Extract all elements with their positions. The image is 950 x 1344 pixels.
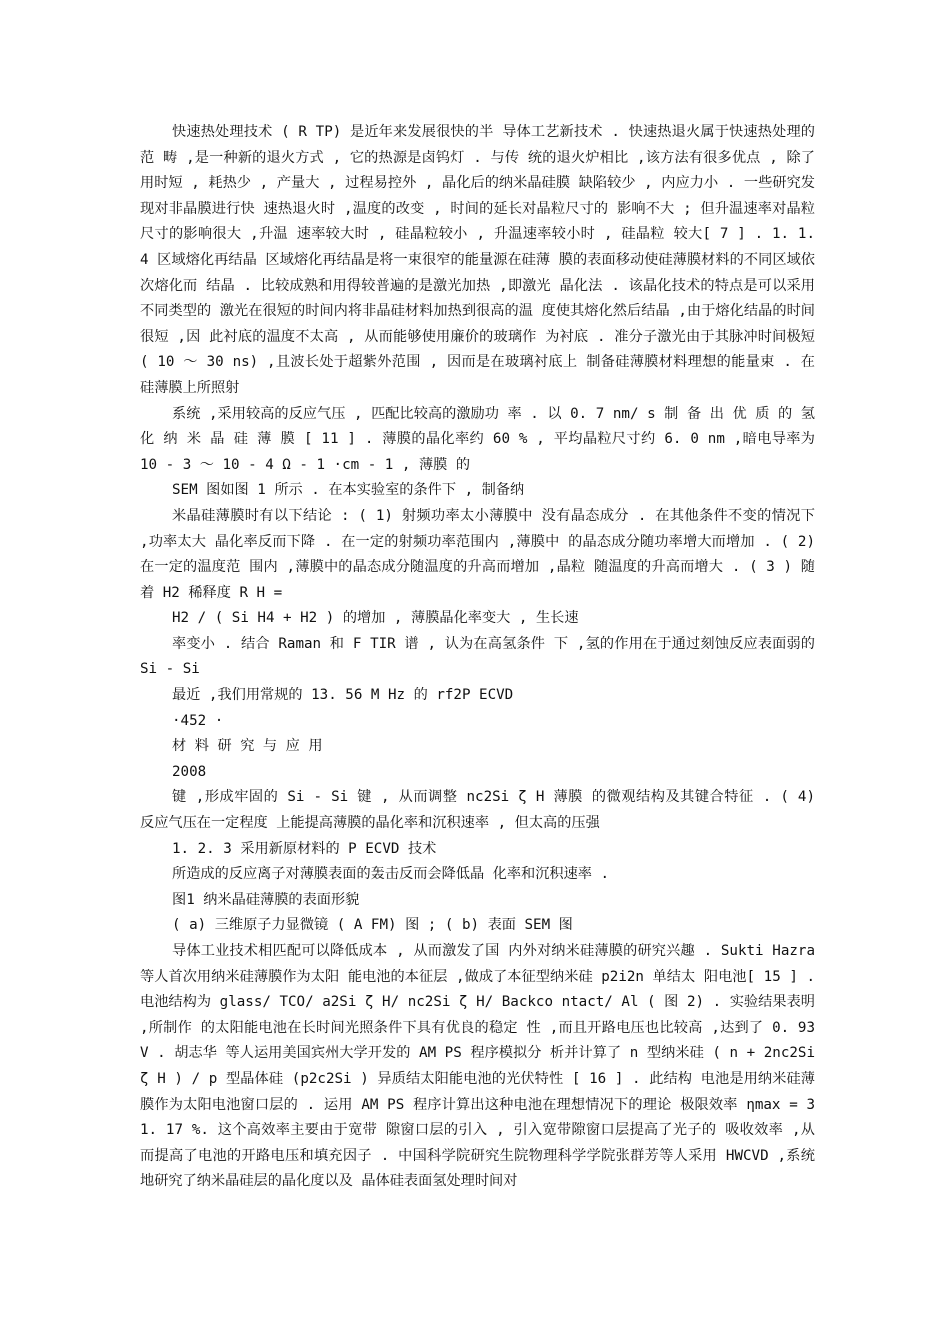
paragraph-conclusions: 米晶硅薄膜时有以下结论 : ( 1) 射频功率太小薄膜中 没有晶态成分 . 在其他条件不变的情况下 ,功率太大 晶化率反而下降 . 在一定的射频功率范围内 ,薄膜中 的晶态成分随功率增大而增加 . ( 2) 在一定的温度范 围内 ,薄膜中的晶态成分随温度的升高而增加 ,晶粒 随温度的升高而增大 . ( 3 ) 随着 H2 稀释度 R H = [140, 507, 815, 601]
page-number: ·452 · [172, 712, 224, 729]
paragraph-rf-pecvd: 最近 ,我们用常规的 13. 56 M Hz 的 rf2P ECVD [172, 687, 514, 704]
paragraph-rtp-annealing: 快速热处理技术 ( R TP) 是近年来发展很快的半 导体工艺新技术 . 快速热退火属于快速热处理的范 畴 ,是一种新的退火方式 , 它的热源是卤钨灯 . 与传 统的退火炉相比 ,该方法有很多优点 , 除了用时短 , 耗热少 , 产量大 , 过程易控外 , 晶化后的纳米晶硅膜 缺陷较少 , 内应力小 . 一些研究发现对非晶膜进行快 速热退火时 ,温度的改变 , 时间的延长对晶粒尺寸的 影响不大 ; 但升温速率对晶粒尺寸的影响很大 ,升温 速率较大时 , 硅晶粒较小 , 升温速率较小时 , 硅晶粒 较大[ 7 ] . 1. 1. 4 区域熔化再结晶 区域熔化再结晶是将一束很窄的能量源在硅薄 膜的表面移动使硅薄膜材料的不同区域依次熔化而 结晶 . 比较成熟和用得较普遍的是激光加热 ,即激光 晶化法 . 该晶化技术的特点是可以采用不同类型的 激光在很短的时间内将非晶硅材料加热到很高的温 度使其熔化然后结晶 ,由于熔化结晶的时间很短 ,因 此衬底的温度不太高 , 从而能够使用廉价的玻璃作 为衬底 . 准分子激光由于其脉冲时间极短 ( 10 ～ 30 ns) ,且波长处于超紫外范围 , 因而是在玻璃衬底上 制备硅薄膜材料理想的能量束 . 在硅薄膜上所照射 [140, 124, 815, 396]
journal-title: 材 料 研 究 与 应 用 [172, 738, 323, 755]
journal-year: 2008 [172, 763, 207, 780]
section-heading-new-materials: 1. 2. 3 采用新原材料的 P ECVD 技术 [172, 840, 437, 857]
paragraph-sem-figure-ref: SEM 图如图 1 所示 . 在本实验室的条件下 , 制备纳 [172, 482, 525, 499]
paragraph-dilution-ratio: H2 / ( Si H4 + H2 ) 的增加 , 薄膜晶化率变大 , 生长速 [172, 610, 579, 627]
figure-subcaption: ( a) 三维原子力显微镜 ( A FM) 图 ; ( b) 表面 SEM 图 [172, 917, 573, 934]
paragraph-raman-ftir: 率变小 . 结合 Raman 和 F TIR 谱 , 认为在高氢条件 下 ,氢的作用在于通过刻蚀反应表面弱的 Si - Si [140, 635, 815, 678]
paragraph-solar-cells: 导体工业技术相匹配可以降低成本 , 从而激发了国 内外对纳米硅薄膜的研究兴趣 . Sukti Hazra 等人首次用纳米硅薄膜作为太阳 能电池的本征层 ,做成了本征型纳米硅 p2i2n 单结太 阳电池[ 15 ] . 电池结构为 glass/ TCO/ a2Si ζ H/ nc2Si ζ H/ Backco ntact/ Al ( 图 2) . 实验结果表明 ,所制作 的太阳能电池在长时间光照条件下具有优良的稳定 性 ,而且开路电压也比较高 ,达到了 0. 93 V . 胡志华 等人运用美国宾州大学开发的 AM PS 程序模拟分 析并计算了 n 型纳米硅 ( n + 2nc2Si ζ H ) / p 型晶体硅 (p2c2Si ) 异质结太阳能电池的光伏特性 [ 16 ] . 此结构 电池是用纳米硅薄膜作为太阳电池窗口层的 . 运用 AM PS 程序计算出这种电池在理想情况下的理论 极限效率 ηmax = 31. 17 %. 这个高效率主要由于宽带 隙窗口层的引入 , 引入宽带隙窗口层提高了光子的 吸收效率 ,从而提高了电池的开路电压和填充因子 . 中国科学院研究生院物理科学学院张群芳等人采用 HWCVD ,系统地研究了纳米晶硅层的晶化度以及 晶体硅表面氢处理时间对 [140, 943, 815, 1190]
figure-caption: 图1 纳米晶硅薄膜的表面形貌 [172, 891, 360, 908]
document-page [140, 120, 815, 1195]
paragraph-system-pressure: 系统 ,采用较高的反应气压 , 匹配比较高的激励功 率 . 以 0. 7 nm/ s 制 备 出 优 质 的 氢 化 纳 米 晶 硅 薄 膜 [ 11 ] . 薄膜的晶化率约 60 % , 平均晶粒尺寸约 6. 0 nm ,暗电导率为 10 - 3 ～ 10 - 4 Ω - 1 ·cm - 1 , 薄膜 的 [140, 405, 815, 473]
paragraph-ion-bombardment: 所造成的反应离子对薄膜表面的轰击反而会降低晶 化率和沉积速率 . [172, 866, 610, 883]
paragraph-si-bond: 键 ,形成牢固的 Si - Si 键 , 从而调整 nc2Si ζ H 薄膜 的微观结构及其键合特征 . ( 4) 反应气压在一定程度 上能提高薄膜的晶化率和沉积速率 , 但太高的压强 [140, 789, 815, 832]
